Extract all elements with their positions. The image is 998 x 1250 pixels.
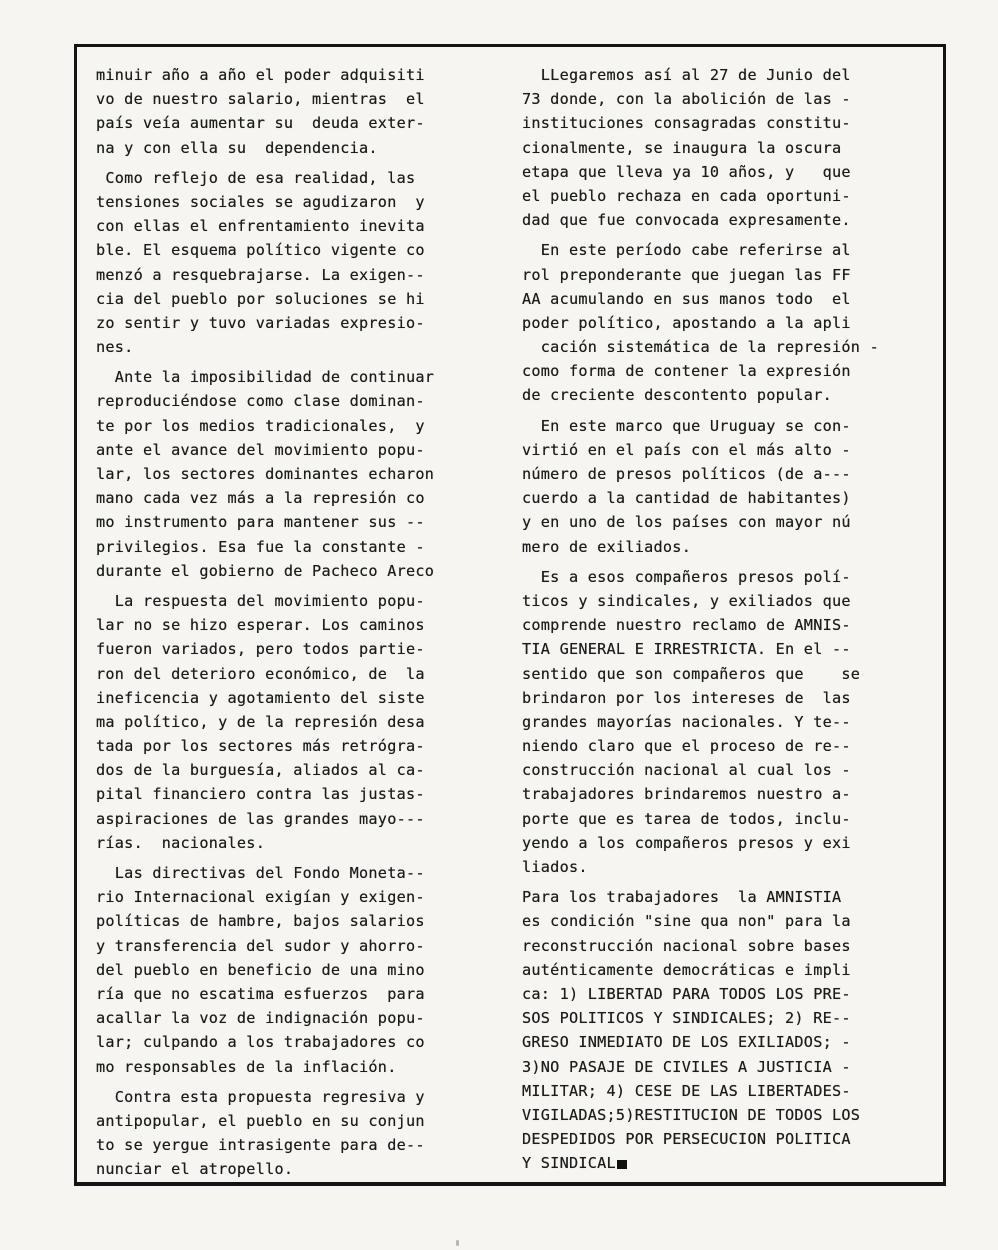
text-line: es condición "sine qua non" para la	[522, 912, 851, 931]
end-of-text-mark	[617, 1160, 627, 1169]
text-line: acallar la voz de indignación popu-	[96, 1009, 425, 1028]
text-line: sentido que son compañeros que se	[522, 664, 861, 683]
text-line: nes.	[96, 338, 134, 357]
text-line: En este marco que Uruguay se con-	[522, 416, 851, 435]
text-line: DESPEDIDOS POR PERSECUCION POLITICA	[522, 1130, 851, 1149]
text-line: país veía aumentar su deuda exter-	[96, 114, 425, 133]
text-line: En este período cabe referirse al	[522, 241, 851, 260]
text-line: reconstrucción nacional sobre bases	[522, 936, 851, 955]
text-line: rol preponderante que juegan las FF	[522, 265, 851, 284]
text-line: cación sistemática de la represión -	[522, 338, 879, 357]
text-line: to se yergue intrasigente para de--	[96, 1136, 425, 1155]
text-line: durante el gobierno de Pacheco Areco	[96, 561, 435, 580]
text-line: nunciar el atropello.	[96, 1160, 294, 1179]
text-line: instituciones consagradas constitu-	[522, 114, 851, 133]
text-line: La respuesta del movimiento popu-	[96, 591, 425, 610]
text-line: menzó a resquebrajarse. La exigen--	[96, 265, 425, 284]
text-line: ron del deterioro económico, de la	[96, 664, 425, 683]
text-line: Contra esta propuesta regresiva y	[96, 1087, 425, 1106]
text-line: grandes mayorías nacionales. Y te--	[522, 712, 851, 731]
text-line: Es a esos compañeros presos polí-	[522, 567, 851, 586]
text-line: liados.	[522, 858, 588, 876]
text-line: cionalmente, se inaugura la oscura	[522, 138, 842, 157]
text-line: aspiraciones de las grandes mayo---	[96, 809, 425, 828]
text-line: porte que es tarea de todos, inclu-	[522, 809, 851, 828]
text-line: Y SINDICAL	[522, 1151, 942, 1175]
text-line: virtió en el país con el más alto -	[522, 440, 851, 459]
text-line: rías. nacionales.	[96, 833, 266, 852]
text-line: TIA GENERAL E IRRESTRICTA. En el --	[522, 640, 851, 659]
text-line: zo sentir y tuvo variadas expresio-	[96, 313, 425, 332]
text-line: MILITAR; 4) CESE DE LAS LIBERTADES-	[522, 1081, 851, 1100]
text-line: lar; culpando a los trabajadores co	[96, 1033, 425, 1052]
text-line: ble. El esquema político vigente co	[96, 241, 425, 260]
text-line: con ellas el enfrentamiento inevita	[96, 217, 425, 236]
text-line: lar, los sectores dominantes echaron	[96, 465, 435, 483]
text-line: ineficencia y agotamiento del siste	[96, 688, 425, 707]
text-line: ma político, y de la represión desa	[96, 712, 425, 731]
text-line: políticas de hambre, bajos salarios	[96, 912, 425, 931]
text-line: auténticamente democráticas e impli	[522, 960, 851, 979]
text-line: reproduciéndose como clase dominan-	[96, 392, 425, 411]
text-line: VIGILADAS;5)RESTITUCION DE TODOS LOS	[522, 1105, 861, 1124]
text-line: ticos y sindicales, y exiliados que	[522, 591, 851, 610]
text-line: mo responsables de la inflación.	[96, 1057, 397, 1076]
paper-speck	[456, 1240, 459, 1246]
text-line: ante el avance del movimiento popu-	[96, 440, 425, 459]
text-line: Como reflejo de esa realidad, las	[96, 168, 416, 187]
text-line: antipopular, el pueblo en su conjun	[96, 1111, 425, 1130]
text-line: y transferencia del sudor y ahorro-	[96, 936, 425, 955]
text-line: mano cada vez más a la represión co	[96, 489, 425, 508]
text-line: Para los trabajadores la AMNISTIA	[522, 888, 842, 907]
text-line: SOS POLITICOS Y SINDICALES; 2) RE--	[522, 1009, 851, 1028]
text-line: dad que fue convocada expresamente.	[522, 211, 851, 230]
right-text-column	[522, 63, 942, 1175]
text-line: trabajadores brindaremos nuestro a-	[522, 785, 851, 804]
text-line: de creciente descontento popular.	[522, 386, 832, 405]
text-line: ca: 1) LIBERTAD PARA TODOS LOS PRE-	[522, 984, 851, 1003]
text-line: etapa que lleva ya 10 años, y que	[522, 162, 851, 181]
text-line: mero de exiliados.	[522, 537, 692, 556]
text-line: como forma de contener la expresión	[522, 362, 851, 381]
text-line: privilegios. Esa fue la constante -	[96, 537, 425, 556]
text-line: y en uno de los países con mayor nú	[522, 513, 851, 532]
left-text-column	[96, 63, 516, 1181]
text-line: LLegaremos así al 27 de Junio del	[522, 66, 851, 84]
text-line: dos de la burguesía, aliados al ca-	[96, 761, 425, 780]
text-line: minuir año a año el poder adquisiti	[96, 66, 425, 84]
text-line: yendo a los compañeros presos y exi	[522, 833, 851, 852]
text-line: tada por los sectores más retrógra-	[96, 737, 425, 756]
text-line: fueron variados, pero todos partie-	[96, 640, 425, 659]
text-line: GRESO INMEDIATO DE LOS EXILIADOS; -	[522, 1033, 851, 1052]
text-line: te por los medios tradicionales, y	[96, 416, 425, 435]
text-line: AA acumulando en sus manos todo el	[522, 289, 851, 308]
text-line: Ante la imposibilidad de continuar	[96, 368, 435, 387]
text-line: número de presos políticos (de a---	[522, 465, 851, 483]
text-line: 73 donde, con la abolición de las -	[522, 90, 851, 109]
text-line: vo de nuestro salario, mientras el	[96, 90, 425, 109]
text-line: tensiones sociales se agudizaron y	[96, 192, 425, 211]
text-line: mo instrumento para mantener sus --	[96, 513, 425, 532]
text-line: niendo claro que el proceso de re--	[522, 737, 851, 756]
text-line: ría que no escatima esfuerzos para	[96, 984, 425, 1003]
text-line: del pueblo en beneficio de una mino	[96, 960, 425, 979]
text-line: comprende nuestro reclamo de AMNIS-	[522, 616, 851, 635]
text-line: poder político, apostando a la apli	[522, 313, 851, 332]
text-line: pital financiero contra las justas-	[96, 785, 425, 804]
text-line: cuerdo a la cantidad de habitantes)	[522, 489, 851, 508]
text-line: lar no se hizo esperar. Los caminos	[96, 616, 425, 635]
text-line: Las directivas del Fondo Moneta--	[96, 864, 425, 882]
text-line: na y con ella su dependencia.	[96, 138, 378, 157]
text-line: brindaron por los intereses de las	[522, 688, 851, 707]
text-line: el pueblo rechaza en cada oportuni-	[522, 186, 851, 205]
text-line: 3)NO PASAJE DE CIVILES A JUSTICIA -	[522, 1057, 851, 1076]
text-line: rio Internacional exigían y exigen-	[96, 888, 425, 907]
text-line: cia del pueblo por soluciones se hi	[96, 289, 425, 308]
text-line: construcción nacional al cual los -	[522, 761, 851, 780]
